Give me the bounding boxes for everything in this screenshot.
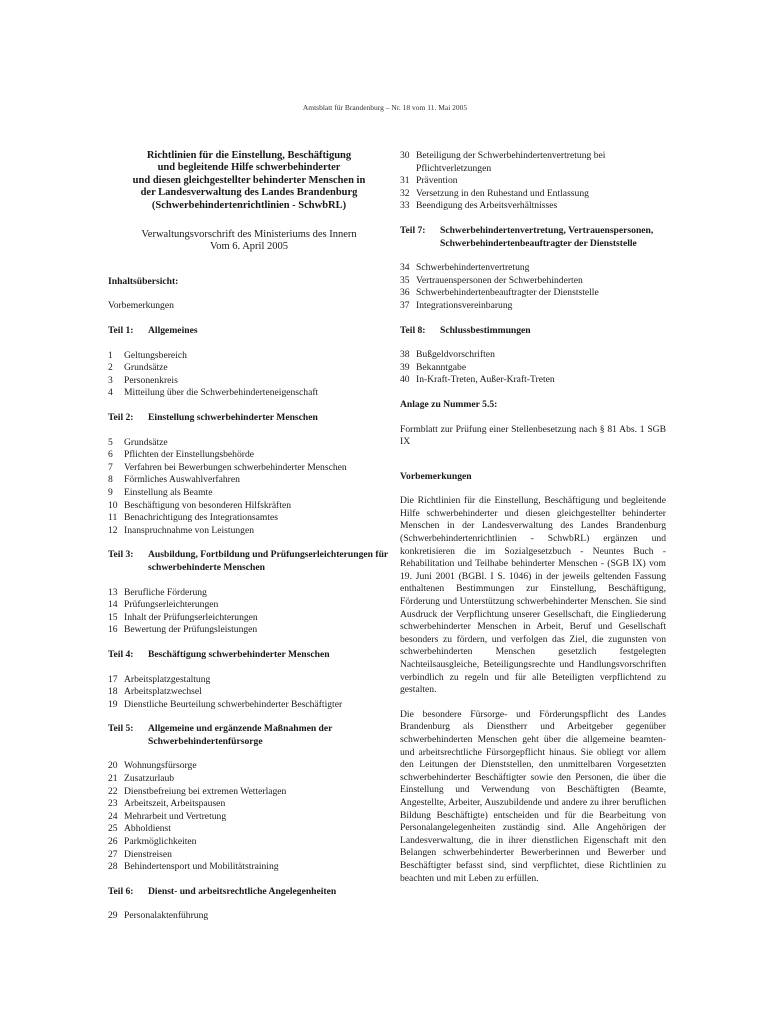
toc-part-label: Teil 7: bbox=[400, 224, 426, 236]
toc-item-number: 38 bbox=[400, 349, 410, 361]
right-column bbox=[400, 150, 666, 885]
title-line: der Landesverwaltung des Landes Brandenburg bbox=[140, 187, 358, 199]
toc-item-text: Vertrauenspersonen der Schwerbehinderten bbox=[416, 274, 583, 286]
toc-item-text: Geltungsbereich bbox=[124, 349, 187, 361]
toc-item bbox=[108, 462, 390, 475]
toc-item bbox=[400, 275, 666, 288]
toc-item bbox=[108, 823, 390, 836]
toc-item bbox=[108, 760, 390, 773]
toc-item-text: Berufliche Förderung bbox=[124, 586, 207, 598]
title-line: (Schwerbehindertenrichtlinien - SchwbRL) bbox=[151, 199, 347, 211]
toc-item bbox=[108, 437, 390, 450]
toc-item-number: 25 bbox=[108, 823, 118, 835]
toc-item-text: Integrationsvereinbarung bbox=[416, 299, 513, 311]
toc-part-heading bbox=[400, 225, 666, 250]
toc-part-heading bbox=[108, 723, 390, 748]
toc-item-number: 16 bbox=[108, 624, 118, 636]
toc-item-number: 30 bbox=[400, 150, 410, 161]
toc-part-heading bbox=[108, 549, 390, 574]
toc-item bbox=[108, 487, 390, 500]
toc-item-text: Beteiligung der Schwerbehindertenvertretung bei Pflichtverletzungen bbox=[416, 150, 606, 174]
toc-item bbox=[108, 624, 390, 637]
toc-item-number: 2 bbox=[108, 362, 113, 374]
toc-part-title: Schlussbestimmungen bbox=[440, 324, 531, 336]
toc-part-items bbox=[108, 437, 390, 538]
toc-item-number: 10 bbox=[108, 499, 118, 511]
toc-part-title: Ausbildung, Fortbildung und Prüfungserleichterungen für schwerbehinderte Menschen bbox=[148, 549, 388, 573]
toc-item-number: 15 bbox=[108, 611, 118, 623]
page-header: Amtsblatt für Brandenburg – Nr. 18 vom 11. Mai 2005 bbox=[302, 103, 468, 112]
toc-item-text: Arbeitsplatzwechsel bbox=[124, 686, 202, 698]
toc-part-label: Teil 5: bbox=[108, 723, 134, 735]
toc-item-number: 31 bbox=[400, 175, 410, 187]
toc-part-heading bbox=[400, 325, 666, 338]
toc-item bbox=[108, 861, 390, 874]
toc-part-items bbox=[400, 262, 666, 312]
annex-heading: Anlage zu Nummer 5.5: bbox=[400, 398, 498, 410]
toc-item bbox=[108, 474, 390, 487]
toc-item bbox=[108, 512, 390, 525]
subtitle-line: Vom 6. April 2005 bbox=[210, 241, 288, 253]
toc-part-heading bbox=[108, 886, 390, 899]
toc-item bbox=[400, 374, 666, 387]
toc-item-number: 40 bbox=[400, 374, 410, 386]
toc-item-text: Zusatzurlaub bbox=[124, 773, 175, 785]
toc-item bbox=[108, 525, 390, 538]
toc-item-text: Personenkreis bbox=[124, 374, 178, 386]
toc-item bbox=[108, 375, 390, 388]
toc-part-label: Teil 1: bbox=[108, 325, 134, 337]
document-title bbox=[108, 150, 390, 212]
toc-part-heading bbox=[108, 649, 390, 662]
title-line: und diesen gleichgestellter behinderter Menschen in bbox=[132, 174, 366, 186]
toc-part-heading bbox=[108, 325, 390, 338]
toc-part-title: Schwerbehindertenvertretung, Vertrauenspersonen, Schwerbehindertenbeauftragter der Dienststelle bbox=[440, 224, 654, 249]
toc-part-items bbox=[108, 350, 390, 400]
toc-item-number: 35 bbox=[400, 274, 410, 286]
toc-item-text: Versetzung in den Ruhestand und Entlassung bbox=[416, 187, 589, 199]
toc-item-number: 26 bbox=[108, 836, 118, 848]
title-line: Richtlinien für die Einstellung, Beschäftigung bbox=[146, 150, 352, 161]
toc-item-text: Bußgeldvorschriften bbox=[416, 349, 495, 361]
toc-item-number: 37 bbox=[400, 299, 410, 311]
toc-item-number: 4 bbox=[108, 387, 113, 399]
toc-item-text: Beschäftigung von besonderen Hilfskräften bbox=[124, 499, 292, 511]
toc-item-number: 9 bbox=[108, 486, 113, 498]
toc-item-number: 12 bbox=[108, 524, 118, 536]
toc-left-parts bbox=[108, 325, 390, 923]
document-subtitle bbox=[108, 229, 390, 254]
toc-item-text: Personalaktenführung bbox=[124, 910, 209, 922]
toc-part-label: Teil 8: bbox=[400, 324, 426, 336]
annex-text: Formblatt zur Prüfung einer Stellenbesetzung nach § 81 Abs. 1 SGB IX bbox=[400, 423, 666, 448]
toc-item-text: Arbeitsplatzgestaltung bbox=[124, 673, 211, 685]
toc-item bbox=[108, 387, 390, 400]
toc-item bbox=[400, 262, 666, 275]
toc-item-text: Prüfungserleichterungen bbox=[124, 599, 219, 611]
toc-part-title: Allgemeines bbox=[148, 325, 198, 337]
toc-item-text: Mitteilung über die Schwerbehinderteneigenschaft bbox=[124, 387, 319, 399]
toc-item-text: Schwerbehindertenvertretung bbox=[416, 262, 530, 274]
toc-item bbox=[108, 849, 390, 862]
toc-part-heading bbox=[108, 412, 390, 425]
toc-item-text: Prävention bbox=[416, 175, 458, 187]
toc-item bbox=[108, 612, 390, 625]
toc-item bbox=[400, 287, 666, 300]
toc-item bbox=[400, 349, 666, 362]
toc-item-text: Dienstbefreiung bei extremen Wetterlagen bbox=[124, 785, 287, 797]
toc-item-number: 3 bbox=[108, 374, 113, 386]
toc-item-number: 18 bbox=[108, 686, 118, 698]
toc-item-number: 33 bbox=[400, 200, 410, 212]
toc-item-text: Grundsätze bbox=[124, 436, 168, 448]
toc-item bbox=[108, 786, 390, 799]
toc-part-title: Dienst- und arbeitsrechtliche Angelegenheiten bbox=[148, 885, 337, 897]
toc-item-text: Abholdienst bbox=[124, 823, 171, 835]
toc-item-number: 27 bbox=[108, 848, 118, 860]
toc-item-number: 39 bbox=[400, 361, 410, 373]
toc-item bbox=[108, 798, 390, 811]
toc-item-number: 29 bbox=[108, 910, 118, 922]
toc-part-title: Allgemeine und ergänzende Maßnahmen der Schwerbehindertenfürsorge bbox=[148, 723, 333, 747]
toc-part-items bbox=[108, 760, 390, 873]
toc-part-label: Teil 3: bbox=[108, 549, 134, 561]
toc-item bbox=[108, 773, 390, 786]
toc-item bbox=[108, 587, 390, 600]
toc-right-parts bbox=[400, 225, 666, 387]
toc-item-number: 14 bbox=[108, 599, 118, 611]
subtitle-line: Verwaltungsvorschrift des Ministeriums des Innern bbox=[141, 229, 357, 241]
toc-item bbox=[400, 362, 666, 375]
toc-part-title: Beschäftigung schwerbehinderter Menschen bbox=[148, 648, 330, 660]
toc-item-number: 22 bbox=[108, 785, 118, 797]
toc-part-title: Einstellung schwerbehinderter Menschen bbox=[148, 412, 318, 423]
toc-part-items bbox=[108, 674, 390, 712]
toc-item-text: Bewertung der Prüfungsleistungen bbox=[124, 624, 258, 636]
toc-item-number: 36 bbox=[400, 287, 410, 299]
toc-item-text: Inanspruchnahme von Leistungen bbox=[124, 524, 255, 536]
toc-item bbox=[108, 350, 390, 363]
toc-part-label: Teil 4: bbox=[108, 648, 134, 660]
toc-item-number: 11 bbox=[108, 512, 118, 524]
toc-part-label: Teil 2: bbox=[108, 412, 134, 423]
toc-item bbox=[108, 699, 390, 712]
toc-part-label: Teil 6: bbox=[108, 885, 134, 897]
toc-item bbox=[108, 674, 390, 687]
vorbemerkungen-heading: Vorbemerkungen bbox=[400, 470, 472, 482]
toc-item-text: Beendigung des Arbeitsverhältnisses bbox=[416, 200, 558, 212]
toc-item bbox=[108, 362, 390, 375]
title-line: und begleitende Hilfe schwerbehinderter bbox=[157, 162, 341, 174]
toc-item bbox=[400, 175, 666, 188]
toc-item-number: 21 bbox=[108, 773, 118, 785]
toc-item bbox=[108, 599, 390, 612]
toc-item-number: 7 bbox=[108, 461, 113, 473]
toc-item-number: 8 bbox=[108, 474, 113, 486]
toc-item bbox=[108, 836, 390, 849]
toc-item bbox=[108, 449, 390, 462]
toc-item-number: 13 bbox=[108, 586, 118, 598]
left-column bbox=[108, 150, 390, 923]
toc-item-text: Dienstreisen bbox=[124, 848, 172, 860]
toc-item-number: 32 bbox=[400, 187, 410, 199]
toc-part-items bbox=[400, 349, 666, 387]
toc-item bbox=[400, 200, 666, 213]
toc-item bbox=[400, 300, 666, 313]
toc-item-text: Förmliches Auswahlverfahren bbox=[124, 474, 240, 486]
toc-heading: Inhaltsübersicht: bbox=[108, 275, 179, 287]
toc-item-text: Inhalt der Prüfungserleichterungen bbox=[124, 611, 258, 623]
toc-part-items bbox=[108, 587, 390, 637]
toc-item bbox=[108, 910, 390, 923]
toc-item-text: Mehrarbeit und Vertretung bbox=[124, 810, 227, 822]
toc-item-text: Behindertensport und Mobilitätstraining bbox=[124, 861, 279, 873]
toc-continuation bbox=[400, 150, 666, 213]
paragraph: Die besondere Fürsorge- und Förderungspflicht des Landes Brandenburg als Dienstherr und Arbeitgeber gegenüber schwerbehinderten Menschen geht über die allgemeine beamten- und arbeitsrechtliche Fürsorgepflicht hinaus. Sie obliegt vor allem den Leitungen der Dienststellen, den unmittelbaren Vorgesetzten schwerbehinderter Beschäftigter sowie den Personen, die über die Einstellung und Verwendung von Beschäftigten (Beamte, Angestellte, Arbeiter, Auszubildende und andere zu ihrer beruflichen Bildung Beschäftigte) entscheiden und für die Bearbeitung von Personalangelegenheiten zuständig sind. Alle Angehörigen der Landesverwaltung, die in ihrer dienstlichen Eigenschaft mit den Belangen schwerbehinderter Bewerberinnen und Bewerber und Beschäftigter befasst sind, sind verpflichtet, diese Richtlinien zu beachten und mit Leben zu erfüllen. bbox=[400, 708, 666, 884]
toc-vorbemerkungen: Vorbemerkungen bbox=[108, 300, 174, 312]
toc-item-text: Bekanntgabe bbox=[416, 361, 467, 373]
toc-item-number: 1 bbox=[108, 349, 113, 361]
toc-item bbox=[108, 811, 390, 824]
toc-item-number: 17 bbox=[108, 673, 118, 685]
toc-item-number: 20 bbox=[108, 760, 118, 772]
toc-item-text: Schwerbehindertenbeauftragter der Dienststelle bbox=[416, 287, 599, 299]
toc-item-number: 19 bbox=[108, 698, 118, 710]
toc-item-number: 28 bbox=[108, 861, 118, 873]
toc-item bbox=[400, 188, 666, 201]
toc-item-text: Dienstliche Beurteilung schwerbehinderter Beschäftigter bbox=[124, 698, 343, 710]
toc-item-number: 6 bbox=[108, 449, 113, 461]
toc-item-number: 5 bbox=[108, 436, 113, 448]
toc-item bbox=[108, 500, 390, 513]
toc-item-number: 23 bbox=[108, 798, 118, 810]
paragraph: Die Richtlinien für die Einstellung, Beschäftigung und begleitende Hilfe schwerbehinderter und diesen gleichgestellter behinderter Menschen in der Landesverwaltung des Landes Brandenburg (Schwerbehindertenrichtlinien - SchwbRL) ergänzen und konkretisieren die im Sozialgesetzbuch - Neuntes Buch - Rehabilitation und Teilhabe behinderter Menschen - (SGB IX) vom 19. Juni 2001 (BGBl. I S. 1046) in der jeweils geltenden Fassung enthaltenen Bestimmungen zur Einstellung, Beschäftigung, Förderung und Unterstützung schwerbehinderter Menschen. Sie sind Ausdruck der Verpflichtung unserer Gesellschaft, die Eingliederung schwerbehinderter Menschen in Arbeit, Beruf und Gesellschaft besonders zu fördern, und verfolgen das Ziel, die zugunsten von schwerbehinderten Menschen gesetzlich festgelegten Nachteilsausgleiche, Beteiligungsrechte und Handlungsvorschriften verbindlich zu regeln und für alle Beteiligten verpflichtend zu gestalten. bbox=[400, 495, 666, 696]
toc-item-text: Arbeitszeit, Arbeitspausen bbox=[124, 798, 226, 810]
toc-item-text: Parkmöglichkeiten bbox=[124, 836, 197, 848]
toc-item-number: 24 bbox=[108, 810, 118, 822]
toc-item-text: Pflichten der Einstellungsbehörde bbox=[124, 449, 255, 461]
toc-item-number: 34 bbox=[400, 262, 410, 274]
toc-item-text: Grundsätze bbox=[124, 362, 168, 374]
toc-item-text: In-Kraft-Treten, Außer-Kraft-Treten bbox=[416, 374, 555, 386]
toc-item-text: Wohnungsfürsorge bbox=[124, 760, 197, 772]
toc-item-text: Benachrichtigung des Integrationsamtes bbox=[124, 512, 278, 524]
toc-item bbox=[400, 150, 666, 175]
toc-item bbox=[108, 686, 390, 699]
toc-part-items bbox=[108, 910, 390, 923]
toc-item-text: Verfahren bei Bewerbungen schwerbehinderter Menschen bbox=[124, 461, 347, 473]
toc-item-text: Einstellung als Beamte bbox=[124, 486, 213, 498]
